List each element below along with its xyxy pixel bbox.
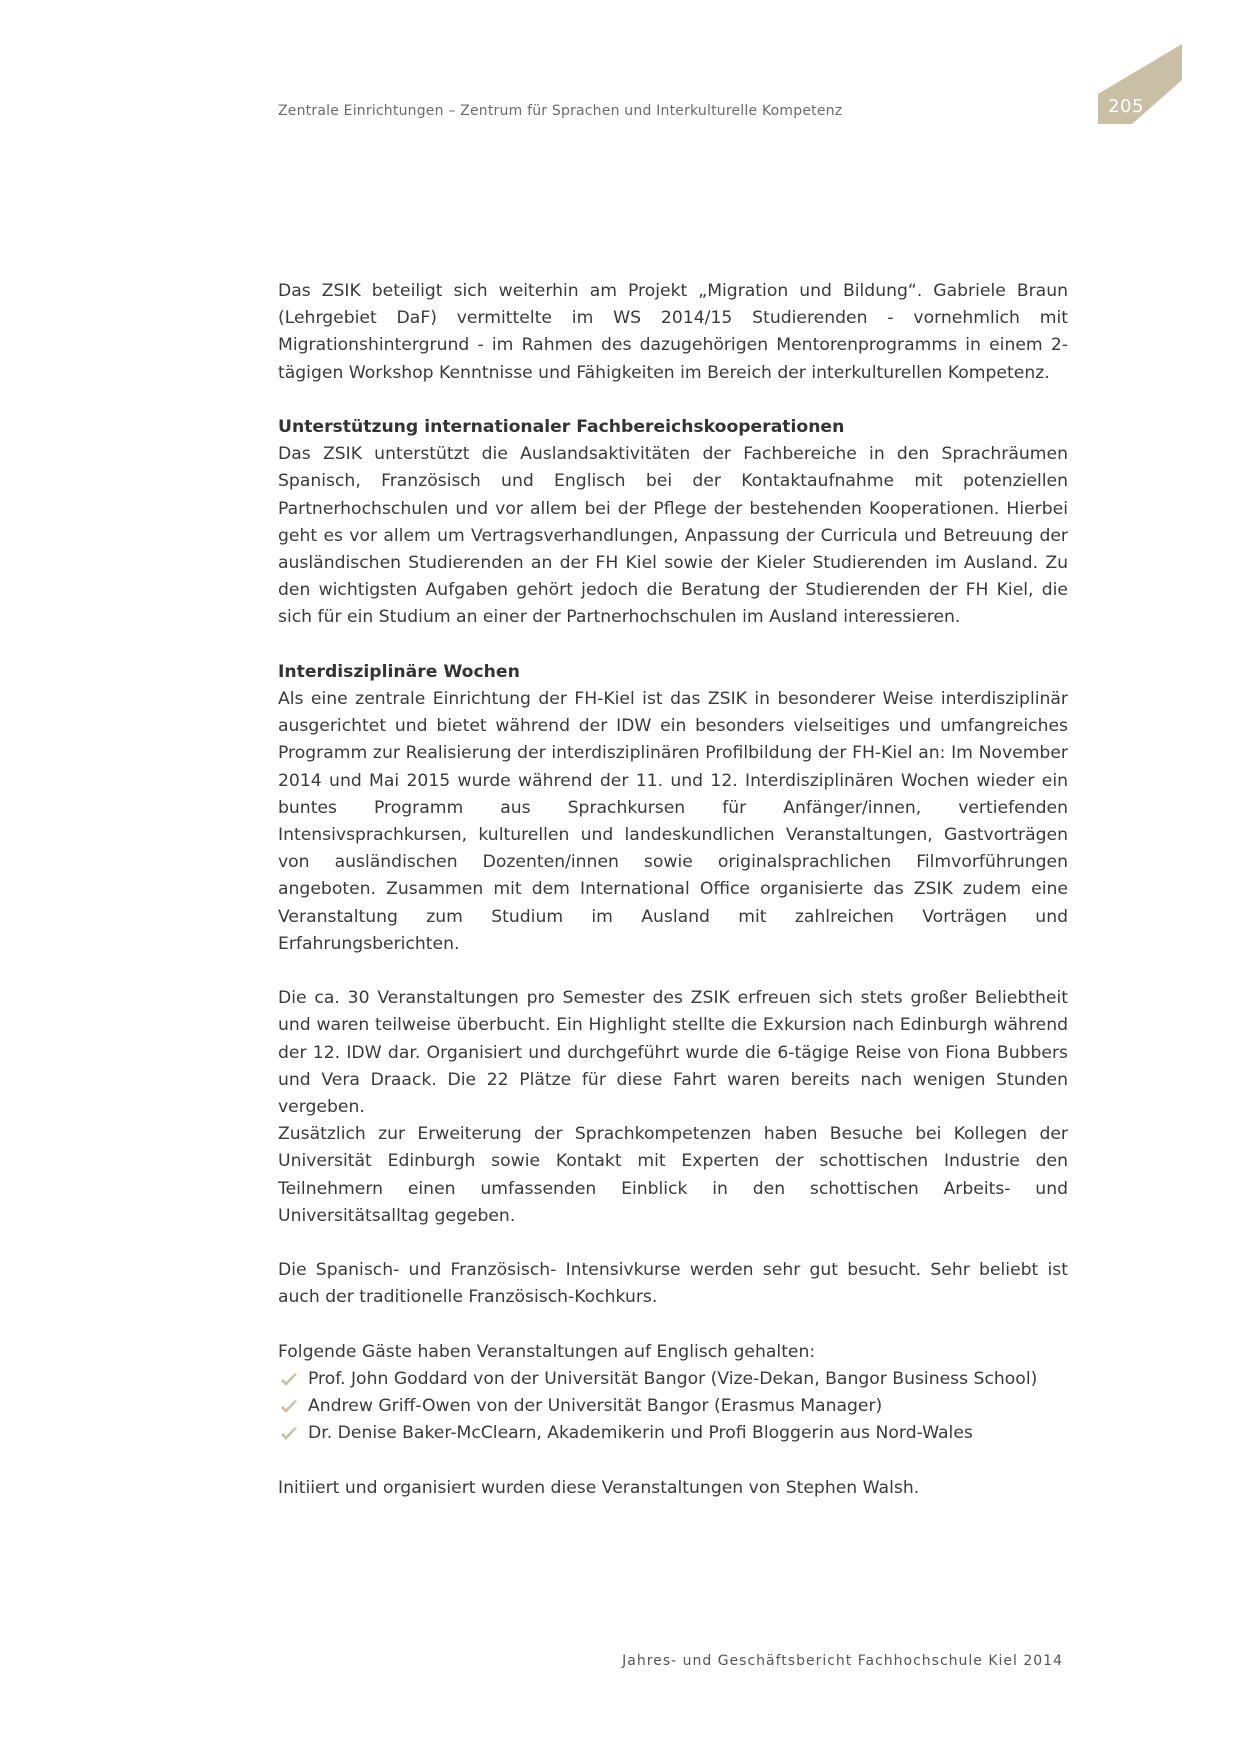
edinburgh-paragraph: Zusätzlich zur Erweiterung der Sprachkompetenzen haben Besuche bei Kollegen der Universität Edinburgh sowie Kontakt mit Experten der schottischen Industrie den Teilnehmern einen umfassenden Einblick in den schottischen Arbeits- und Universitätsalltag gegeben. — [278, 1124, 1068, 1226]
section-heading-cooperations: Unterstützung internationaler Fachbereichskooperationen — [278, 417, 845, 437]
main-content — [278, 278, 1068, 1502]
check-mark-icon — [280, 1372, 298, 1388]
guest-name: Prof. John Goddard von der Universität Bangor (Vize-Dekan, Bangor Business School) — [308, 1369, 1038, 1390]
check-mark-icon — [280, 1399, 298, 1415]
check-mark-icon — [280, 1426, 298, 1442]
intro-paragraph: Das ZSIK beteiligt sich weiterhin am Projekt „Migration und Bildung“. Gabriele Braun (Lehrgebiet DaF) vermittelte im WS 2014/15 Studierenden - vornehmlich mit Migrationshintergrund - im Rahmen des dazugehörigen Mentorenprogramms in einem 2-tägigen Workshop Kenntnisse und Fähigkeiten im Bereich der interkulturellen Kompetenz. — [278, 281, 1068, 383]
guests-intro: Folgende Gäste haben Veranstaltungen auf Englisch gehalten: — [278, 1341, 816, 1362]
page-number: 205 — [1108, 96, 1144, 117]
events-paragraph: Die ca. 30 Veranstaltungen pro Semester des ZSIK erfreuen sich stets großer Beliebtheit und waren teilweise überbucht. Ein Highlight stellte die Exkursion nach Edinburgh während der 12. IDW dar. Organisiert und durchgeführt wurde die 6-tägige Reise von Fiona Bubbers und Vera Draack. Die 22 Plätze für diese Fahrt waren bereits nach wenigen Stunden vergeben. — [278, 988, 1068, 1118]
footer: Jahres- und Geschäftsbericht Fachhochschule Kiel 2014 — [622, 1653, 1063, 1669]
closing-paragraph: Initiiert und organisiert wurden diese Veranstaltungen von Stephen Walsh. — [278, 1477, 920, 1498]
section-heading-idw: Interdisziplinäre Wochen — [278, 661, 520, 682]
section-text-cooperations: Das ZSIK unterstützt die Auslandsaktivitäten der Fachbereiche in den Sprachräumen Spanisch, Französisch und Englisch bei der Kontaktaufnahme mit potenziellen Partnerhochschulen und vor allem bei der Pflege der bestehenden Kooperationen. Hierbei geht es vor allem um Vertragsverhandlungen, Anpassung der Curricula und Betreuung der ausländischen Studierenden an der FH Kiel sowie der Kieler Studierenden im Ausland. Zu den wichtigsten Aufgaben gehört jedoch die Beratung der Studierenden der FH Kiel, die sich für ein Studium an einer der Partnerhochschulen im Ausland interessieren. — [278, 444, 1068, 628]
running-header: Zentrale Einrichtungen – Zentrum für Sprachen und Interkulturelle Kompetenz — [278, 103, 843, 119]
courses-paragraph: Die Spanisch- und Französisch- Intensivkurse werden sehr gut besucht. Sehr beliebt ist auch der traditionelle Französisch-Kochkurs. — [278, 1260, 1068, 1308]
list-item — [278, 1366, 1068, 1393]
page-number-badge — [1098, 44, 1182, 128]
section-text-idw: Als eine zentrale Einrichtung der FH-Kiel ist das ZSIK in besonderer Weise interdisziplinär ausgerichtet und bietet während der IDW ein besonders vielseitiges und umfangreiches Programm zur Realisierung der interdisziplinären Profilbildung der FH-Kiel an: Im November 2014 und Mai 2015 wurde während der 11. und 12. Interdisziplinären Wochen wieder ein buntes Programm aus Sprachkursen für Anfänger/innen, vertiefenden Intensivsprachkursen, kulturellen und landeskundlichen Veranstaltungen, Gastvorträgen von ausländischen Dozenten/innen sowie originalsprachlichen Filmvorführungen angeboten. Zusammen mit dem International Office organisierte das ZSIK zudem eine Veranstaltung zum Studium im Ausland mit zahlreichen Vorträgen und Erfahrungsberichten. — [278, 689, 1068, 954]
list-item — [278, 1393, 1068, 1420]
list-item — [278, 1420, 1068, 1447]
guest-name: Dr. Denise Baker-McClearn, Akademikerin und Profi Bloggerin aus Nord-Wales — [308, 1423, 973, 1444]
guest-list — [278, 1366, 1068, 1448]
guest-name: Andrew Griff-Owen von der Universität Bangor (Erasmus Manager) — [308, 1396, 883, 1417]
